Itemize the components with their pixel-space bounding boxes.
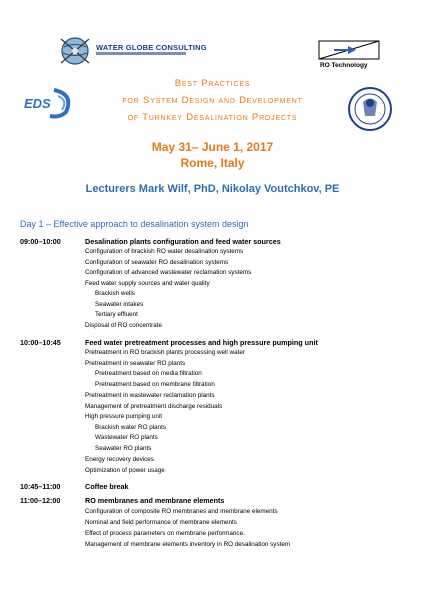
session-subitem: Pretreatment based on media filtration <box>95 370 202 377</box>
ro-technology-icon <box>318 40 380 60</box>
session-item: Configuration of brackish RO water desalination systems <box>85 248 244 255</box>
lecturers: Lecturers Mark Wilf, PhD, Nikolay Voutchkov, PE <box>85 183 340 195</box>
session-subitem: Tertiary effluent <box>95 311 138 318</box>
session-subitem: Seawater RO plants <box>95 445 152 452</box>
university-seal-logo <box>346 86 394 132</box>
session-topic: Desalination plants configuration and feed water sources <box>85 237 281 246</box>
session-time: 11:00–12:00 <box>20 496 61 505</box>
session-item: Optimization of power usage <box>85 467 165 474</box>
session-time: 10:00–10:45 <box>20 338 61 347</box>
seal-icon <box>346 86 394 132</box>
session-item: Energy recovery devices <box>85 456 154 463</box>
course-dates: May 31– June 1, 2017 <box>151 140 274 154</box>
session-item: Pretreatment in RO brackish plants processing well water <box>85 349 245 356</box>
session-item: Management of pretreatment discharge residuals <box>85 403 223 410</box>
session-item: Management of membrane elements inventory in RO desalination system <box>85 541 291 548</box>
day-heading: Day 1 – Effective approach to desalination system design <box>20 219 249 229</box>
session-item: Pretreatment in wastewater reclamation plants <box>85 392 215 399</box>
session-item: Configuration of seawater RO desalination systems <box>85 259 229 266</box>
session-item: Configuration of advanced wastewater reclamation systems <box>85 269 252 276</box>
course-title-line-2: for System Design and Development <box>122 95 303 106</box>
session-subitem: Pretreatment based on membrane filtration <box>95 381 215 388</box>
session-topic: Feed water pretreatment processes and high pressure pumping unit <box>85 338 318 347</box>
eds-text: EDS <box>24 96 51 111</box>
ro-technology-logo <box>318 40 384 70</box>
water-globe-consulting-logo <box>58 34 207 68</box>
session-subitem: Brackish water RO plants <box>95 424 167 431</box>
logo-underline <box>96 52 186 55</box>
session-item: Feed water supply sources and water quality <box>85 280 210 287</box>
session-topic: Coffee break <box>85 482 129 491</box>
course-title-line-3: of Turnkey Desalination Projects <box>127 112 298 123</box>
course-title-line-1: Best Practices <box>174 78 251 89</box>
session-topic: RO membranes and membrane elements <box>85 496 225 505</box>
ro-technology-text: RO Technology <box>320 62 368 69</box>
session-subitem: Brackish wells <box>95 290 135 297</box>
session-item: Nominal and field performance of membrane elements <box>85 519 237 526</box>
water-globe-consulting-text: WATER GLOBE CONSULTING <box>96 43 207 52</box>
session-subitem: Wastewater RO plants <box>95 434 158 441</box>
session-time: 09:00–10:00 <box>20 237 61 246</box>
session-item: Disposal of RO concentrate <box>85 322 162 329</box>
course-location: Rome, Italy <box>180 156 245 170</box>
session-item: Pretreatment in seawater RO plants <box>85 360 186 367</box>
session-item: High pressure pumping unit <box>85 413 163 420</box>
session-item: Effect of process parameters on membrane performance. <box>85 530 245 537</box>
session-subitem: Seawater intakes <box>95 301 144 308</box>
session-item: Configuration of composite RO membranes and membrane elements <box>85 508 278 515</box>
session-time: 10:45–11:00 <box>20 482 61 491</box>
globe-icon <box>58 34 94 68</box>
